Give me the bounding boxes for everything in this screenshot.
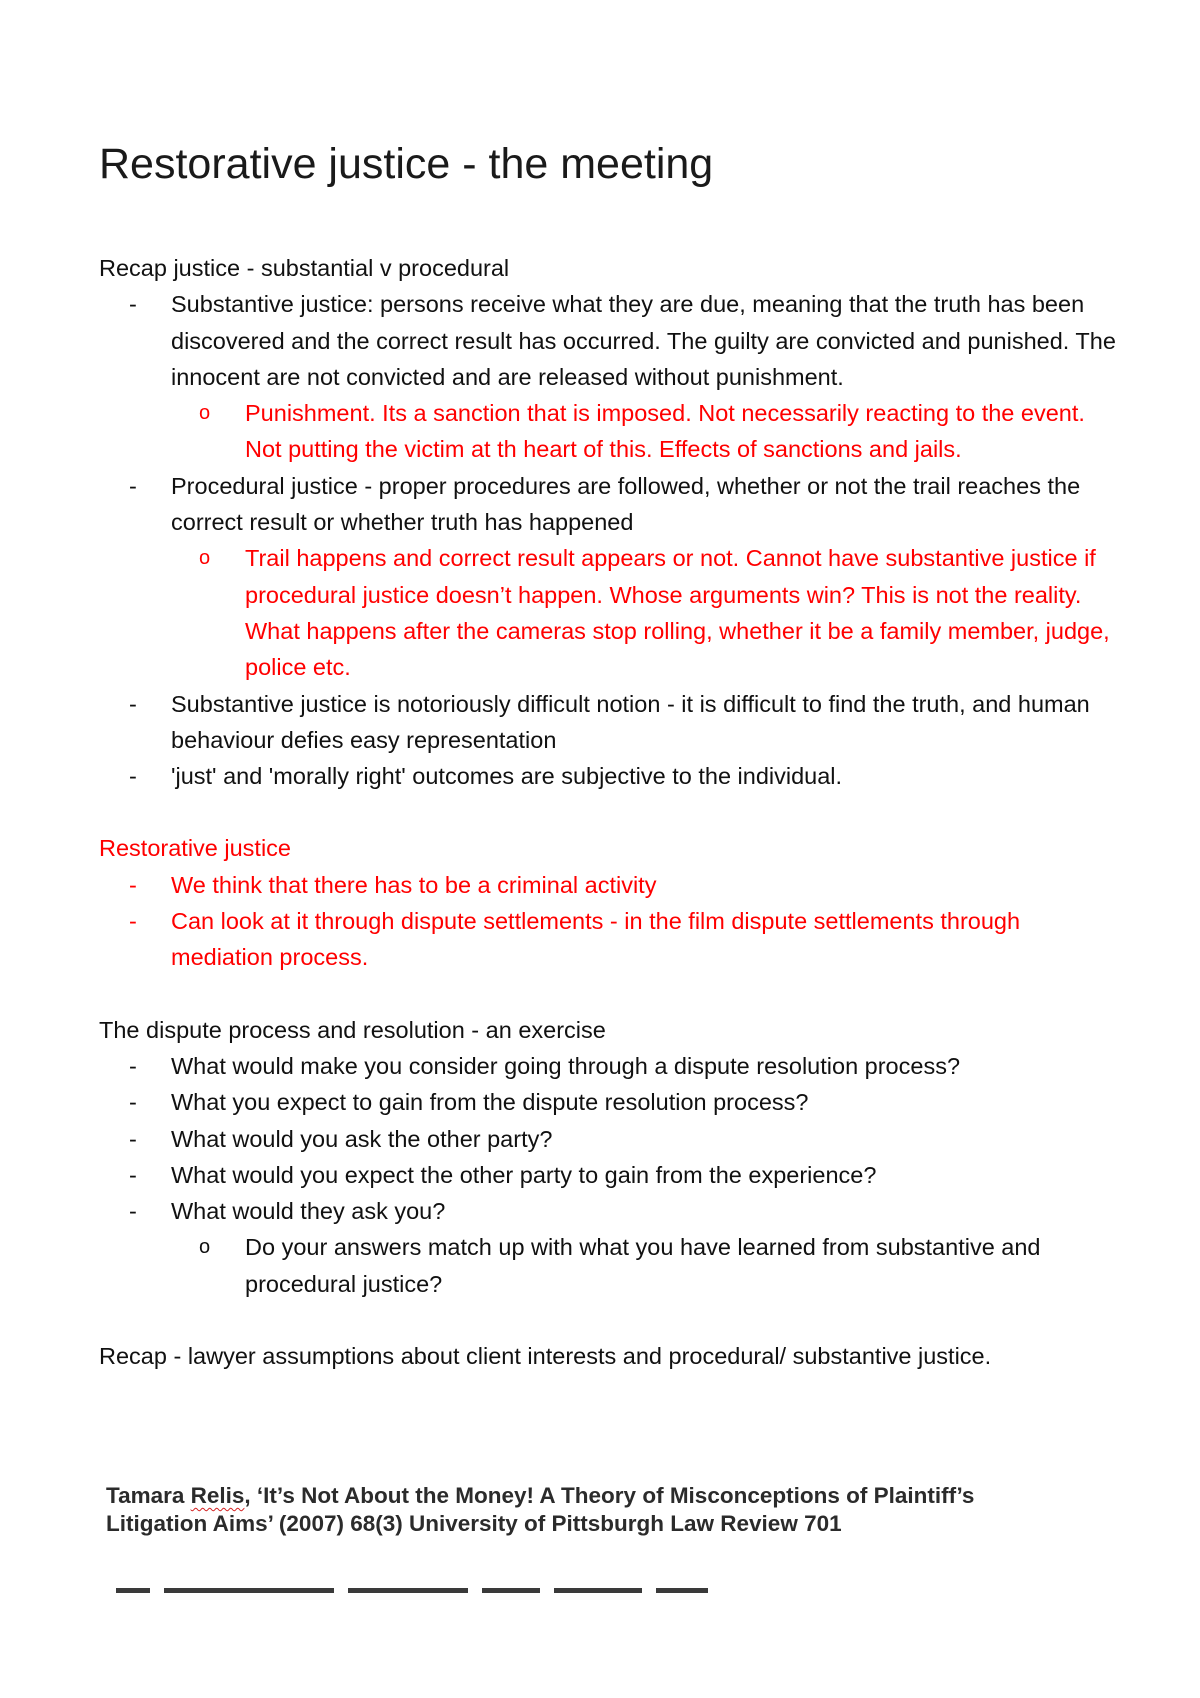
sub-list <box>171 1229 1119 1302</box>
sub-list <box>171 540 1119 685</box>
paragraph-gap <box>99 1302 1119 1338</box>
list-item-text: What you expect to gain from the dispute resolution process? <box>171 1089 809 1116</box>
paragraph-gap <box>99 794 1119 830</box>
dash-bullet: - <box>129 291 137 318</box>
list-item-text: What would make you consider going through a dispute resolution process? <box>171 1052 961 1079</box>
restorative-justice-heading: Restorative justice <box>99 835 291 862</box>
dash-bullet: - <box>129 1089 137 1116</box>
dash-bullet: - <box>129 1052 137 1079</box>
sub-list-item-text: Do your answers match up with what you have learned from substantive and procedural justice? <box>245 1234 1041 1297</box>
dash-bullet: - <box>129 1125 137 1152</box>
citation-title-start: , ‘It’s Not About the Money! A Theory of Misconceptions of Plaintiff’s <box>244 1483 975 1508</box>
recap-justice-heading: Recap justice - substantial v procedural <box>99 255 510 281</box>
list-item <box>99 1193 1119 1302</box>
dispute-process-list <box>99 1048 1119 1302</box>
list-item-text: Substantive justice is notoriously difficult notion - it is difficult to find the truth, and human behaviour defies easy representation <box>171 690 1090 753</box>
list-item-text: We think that there has to be a criminal activity <box>171 871 657 898</box>
citation-author-first: Tamara <box>106 1483 191 1508</box>
dash-bullet: - <box>129 690 137 717</box>
document-body <box>99 250 1119 1374</box>
list-item <box>99 758 1119 794</box>
list-item <box>99 867 1119 903</box>
recap-justice-list <box>99 286 1119 794</box>
dash-bullet: - <box>129 763 137 790</box>
list-item-text: Procedural justice - proper procedures are followed, whether or not the trail reaches the correct result or whether truth has happened <box>171 472 1081 536</box>
sub-list-item-text: Trail happens and correct result appears or not. Cannot have substantive justice if procedural justice doesn’t happen. Whose arguments win? This is not the reality. What happens after the cameras stop rolling, whether it be a family member, judge, police etc. <box>245 545 1110 681</box>
sub-list-item <box>99 1229 1119 1302</box>
dash-bullet: - <box>129 1198 137 1225</box>
sub-list <box>171 395 1119 468</box>
list-item <box>99 1121 1119 1157</box>
circle-bullet: o <box>199 402 211 425</box>
list-item <box>99 1084 1119 1120</box>
recap-lawyer-heading: Recap - lawyer assumptions about client interests and procedural/ substantive justice. <box>99 1343 992 1370</box>
sub-list-item <box>99 540 1119 685</box>
list-item-text: What would you ask the other party? <box>171 1125 553 1152</box>
citation-line-2: Litigation Aims’ (2007) 68(3) University of Pittsburgh Law Review 701 <box>106 1511 842 1536</box>
page-title: Restorative justice - the meeting <box>99 140 714 188</box>
list-item-text: 'just' and 'morally right' outcomes are subjective to the individual. <box>171 763 843 790</box>
list-item <box>99 286 1119 467</box>
sub-list-item-text: Punishment. Its a sanction that is imposed. Not necessarily reacting to the event. Not putting the victim at th heart of this. Effects of sanctions and jails. <box>245 400 1085 463</box>
citation-line-1 <box>106 1482 974 1510</box>
list-item <box>99 686 1119 759</box>
list-item-text: Substantive justice: persons receive what they are due, meaning that the truth has been discovered and the correct result has occurred. The guilty are convicted and punished. The innocent are not convicted and are released without punishment. <box>171 291 1116 390</box>
dash-bullet: - <box>129 1161 137 1188</box>
citation-author-last: Relis <box>190 1483 245 1508</box>
citation-block <box>106 1482 974 1538</box>
list-item-text: What would they ask you? <box>171 1198 446 1225</box>
dash-bullet: - <box>129 871 137 898</box>
dash-bullet: - <box>129 472 137 499</box>
circle-bullet: o <box>199 1236 211 1259</box>
dash-bullet: - <box>129 908 137 935</box>
list-item-text: What would you expect the other party to gain from the experience? <box>171 1161 877 1188</box>
dispute-process-heading: The dispute process and resolution - an exercise <box>99 1016 606 1043</box>
restorative-justice-list <box>99 867 1119 976</box>
list-item <box>99 1048 1119 1084</box>
list-item <box>99 903 1119 976</box>
sub-list-item <box>99 395 1119 468</box>
list-item <box>99 468 1119 686</box>
list-item <box>99 1157 1119 1193</box>
paragraph-gap <box>99 976 1119 1012</box>
circle-bullet: o <box>199 547 211 570</box>
cutoff-text-fragment <box>116 1588 796 1600</box>
list-item-text: Can look at it through dispute settlements - in the film dispute settlements through mediation process. <box>171 908 1021 971</box>
